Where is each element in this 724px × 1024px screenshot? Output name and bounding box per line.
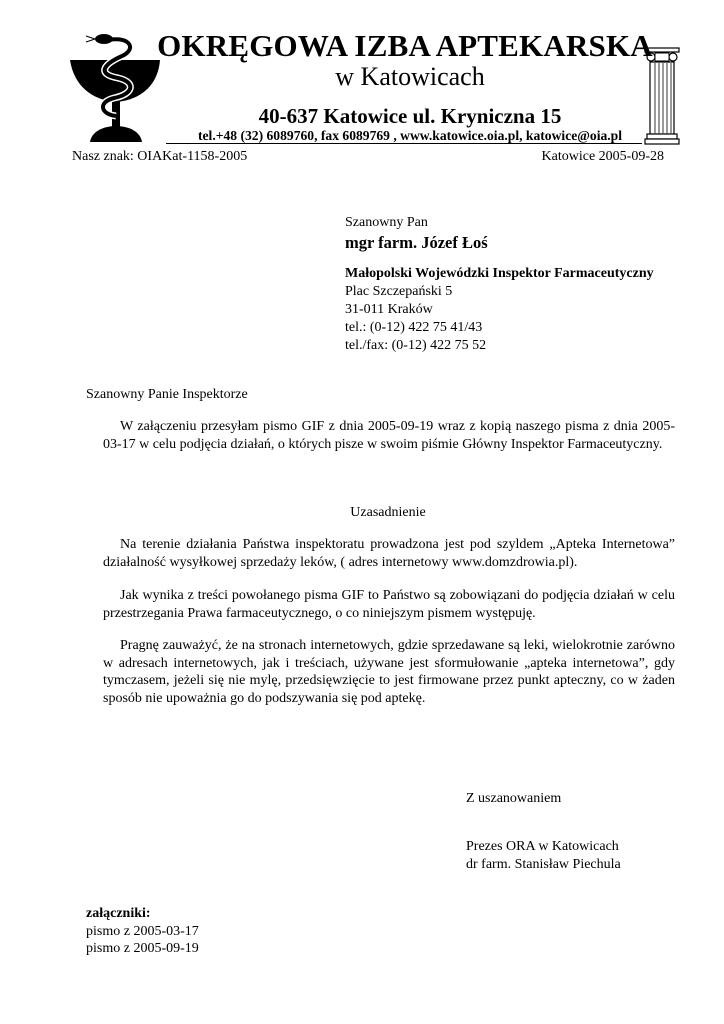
recipient-fax: tel./fax: (0-12) 422 75 52 — [345, 338, 487, 353]
recipient-block — [345, 214, 654, 355]
letterhead-divider — [166, 143, 642, 144]
recipient-greeting: Szanowny Pan — [345, 215, 428, 230]
recipient-name: mgr farm. Józef Łoś — [345, 233, 488, 252]
letterhead-title: OKRĘGOWA IZBA APTEKARSKA — [157, 28, 653, 63]
recipient-street: Plac Szczepański 5 — [345, 284, 453, 299]
signatory-name: dr farm. Stanisław Piechula — [466, 857, 621, 872]
letterhead-contact: tel.+48 (32) 6089760, fax 6089769 , www.katowice.oia.pl, katowice@oia.pl — [197, 128, 623, 143]
closing-regards: Z uszanowaniem — [466, 791, 562, 806]
body-paragraph-1: W załączeniu przesyłam pismo GIF z dnia 2005-09-19 wraz z kopią naszego pisma z dnia 2005-03-17 w celu podjęcia działań, o których pisze w swoim piśmie Główny Inspektor Farmaceutyczny. — [103, 419, 675, 452]
recipient-tel: tel.: (0-12) 422 75 41/43 — [345, 320, 483, 335]
recipient-postal: 31-011 Kraków — [345, 302, 433, 317]
body-paragraph-4: Pragnę zauważyć, że na stronach internetowych, gdzie sprzedawane są leki, wielokrotnie zarówno w adresach internetowych, jak i treściach, używane jest sformułowanie „apteka internetowa”, gdy tymczasem, jeżeli się nie mylę, przedsięwzięcie to jest firmowane przez punkt apteczny, co w żaden sposób nie upoważnia go do podszywania się pod aptekę. — [103, 638, 675, 706]
attachments-block — [86, 905, 199, 958]
signatory-block — [466, 838, 621, 874]
letterhead-address: 40-637 Katowice ul. Kryniczna 15 — [258, 104, 562, 128]
attachments-label: załączniki: — [86, 906, 151, 921]
reference-number: Nasz znak: OIAKat-1158-2005 — [72, 149, 248, 164]
recipient-position: Małopolski Wojewódzki Inspektor Farmaceutyczny — [345, 266, 654, 281]
body-paragraph-2: Na terenie działania Państwa inspektoratu prowadzona jest pod szyldem „Apteka Internetowa” działalność wysyłkowej sprzedaży leków, ( adres internetowy www.domzdrowia.pl). — [103, 537, 675, 570]
letter-date: Katowice 2005-09-28 — [541, 149, 664, 164]
signatory-title: Prezes ORA w Katowicach — [466, 839, 619, 854]
body-paragraph-3: Jak wynika z treści powołanego pisma GIF to Państwo są zobowiązani do podjęcia działań w celu przestrzegania Prawa farmaceutycznego, o co niniejszym pismem występuję. — [103, 588, 675, 621]
letterhead-city: w Katowicach — [335, 62, 485, 91]
salutation: Szanowny Panie Inspektorze — [86, 387, 248, 402]
attachment-item: pismo z 2005-09-19 — [86, 941, 199, 956]
attachment-item: pismo z 2005-03-17 — [86, 923, 199, 939]
section-heading: Uzasadnienie — [350, 505, 426, 520]
